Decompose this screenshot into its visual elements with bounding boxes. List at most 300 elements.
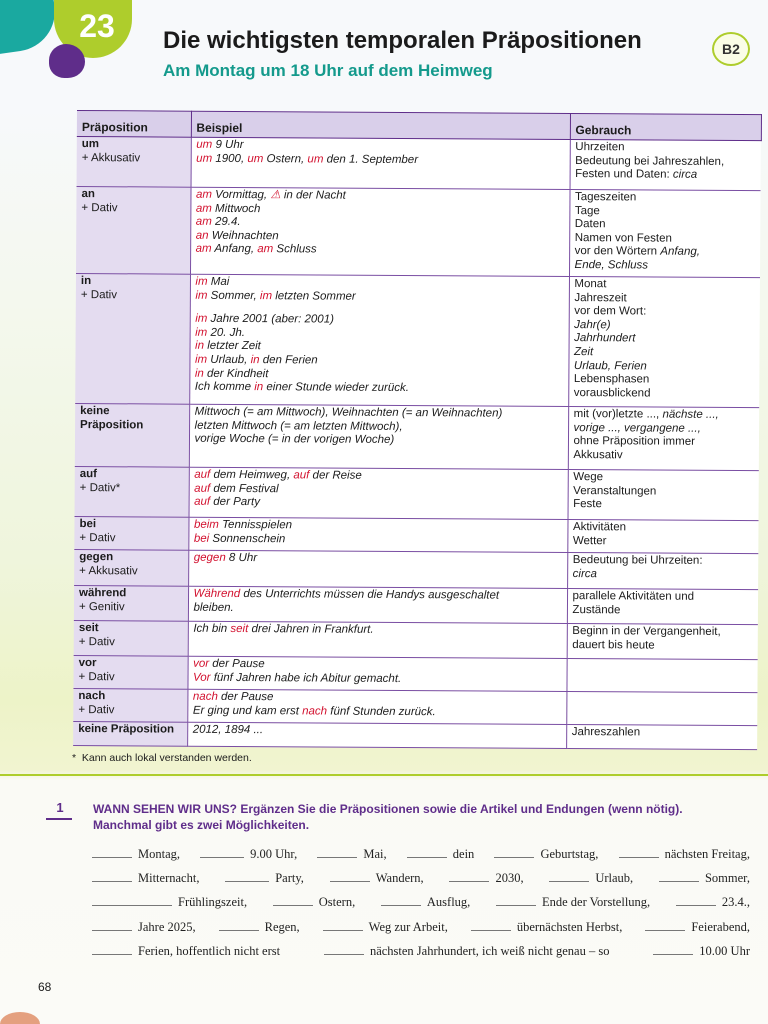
table-row: [74, 620, 758, 659]
fill-in-blank[interactable]: [449, 868, 489, 882]
preposition-highlight: um: [196, 138, 213, 151]
text-segment: den Ferien: [259, 354, 318, 367]
usage-line: [573, 568, 754, 583]
fill-in-blank[interactable]: [471, 917, 511, 931]
usage-line: [575, 259, 756, 274]
example-cell: [189, 404, 568, 469]
text-segment: letzten Mittwoch (= am letzten Mittwoch),: [194, 419, 403, 433]
example-cell: [189, 467, 568, 519]
usage-cell: [566, 659, 757, 693]
preposition-cell: [73, 688, 187, 722]
exercise-line: [92, 892, 752, 910]
preposition-highlight: gegen: [193, 551, 226, 564]
text-segment: Tennisspielen: [218, 518, 293, 532]
preposition-label: gegen: [79, 551, 114, 564]
fill-in-blank[interactable]: [407, 844, 447, 858]
text-segment: Vormittag,: [211, 188, 271, 202]
table-row: [75, 403, 759, 470]
exercise-word: Urlaub,: [595, 871, 634, 885]
text-segment: Zeit: [573, 346, 594, 359]
case-label: + Dativ*: [79, 481, 121, 494]
preposition-cell: [74, 620, 188, 656]
table-row: [74, 585, 758, 624]
exercise-word: Mitternacht,: [138, 871, 200, 885]
fill-in-blank[interactable]: [200, 844, 244, 858]
exercise-line: [92, 917, 752, 935]
usage-line: [574, 422, 755, 437]
text-segment: Urlaub, Ferien: [573, 359, 647, 373]
exercise-word: Regen,: [264, 920, 300, 934]
preposition-highlight: bei: [193, 532, 210, 545]
exercise-word: Party,: [275, 871, 304, 885]
text-segment: vorige ..., vergangene ...,: [573, 421, 701, 435]
table-row: [75, 273, 760, 407]
usage-line: [572, 590, 753, 605]
text-segment: den 1. September: [323, 153, 419, 166]
exercise-item: [645, 917, 752, 935]
text-segment: der Kindheit: [203, 367, 269, 380]
preposition-highlight: um: [247, 152, 264, 165]
exercise-word: nächsten Jahrhundert, ich weiß nicht genau – so: [369, 944, 610, 958]
fill-in-blank[interactable]: [323, 917, 363, 931]
fill-in-blank[interactable]: [92, 941, 132, 955]
exercise-word: dein: [452, 847, 475, 861]
exercise-item: [92, 917, 198, 935]
usage-line: [572, 726, 753, 741]
preposition-highlight: am: [195, 243, 212, 256]
text-segment: Tageszeiten: [574, 191, 637, 204]
text-segment: Beginn in der Vergangenheit,: [572, 625, 721, 638]
case-label: + Akkusativ: [79, 564, 138, 577]
text-segment: Mai: [207, 275, 230, 288]
text-segment: vorige Woche (= in der vorigen Woche): [194, 432, 395, 447]
exercise-item: [273, 892, 357, 910]
exercise-word: übernächsten Herbst,: [516, 920, 623, 934]
exercise-item: [653, 941, 752, 959]
text-segment: Ostern,: [263, 152, 308, 166]
text-segment: Feste: [573, 498, 602, 511]
example-line: [195, 381, 563, 397]
example-line: [194, 496, 562, 512]
usage-line: [575, 168, 756, 183]
text-segment: mit (vor)letzte ...,: [573, 408, 663, 421]
decorative-purple-dot: [49, 44, 85, 78]
preposition-highlight: in: [194, 367, 204, 380]
usage-line: [574, 319, 755, 334]
table-row: [74, 516, 758, 553]
preposition-highlight: am: [195, 202, 212, 215]
table-row: [74, 549, 758, 589]
text-segment: 9 Uhr: [212, 138, 244, 152]
footnote: * Kann auch lokal verstanden werden.: [72, 752, 252, 764]
text-segment: Daten: [574, 218, 606, 231]
exercise-word: Sommer,: [704, 871, 750, 885]
example-line: [195, 313, 563, 329]
text-segment: Zustände: [572, 603, 621, 616]
text-segment: Bedeutung bei Uhrzeiten:: [572, 554, 703, 567]
exercise-item: [92, 941, 282, 959]
exercise-word: 9.00 Uhr,: [250, 847, 298, 861]
exercise-item: [225, 868, 306, 886]
exercise-item: [92, 892, 249, 910]
text-segment: Festen und Daten:: [575, 168, 673, 181]
text-segment: der Party: [210, 496, 261, 509]
usage-line: [574, 387, 755, 402]
usage-line: [575, 232, 756, 247]
preposition-label: in: [80, 275, 92, 288]
preposition-highlight: beim: [193, 518, 219, 531]
text-segment: fünf Stunden zurück.: [327, 705, 436, 718]
example-line: [196, 152, 564, 168]
thumb: [0, 1012, 40, 1024]
text-segment: Mittwoch (= am Mittwoch), Weihnachten (= an Weihnachten): [194, 405, 503, 420]
fill-in-blank[interactable]: [645, 917, 685, 931]
text-segment: letzten Sommer: [272, 289, 356, 303]
level-badge: B2: [712, 32, 750, 66]
example-cell: [187, 722, 566, 748]
text-segment: circa: [572, 567, 597, 580]
usage-line: [574, 332, 755, 347]
exercise-instruction: WANN SEHEN WIR UNS? Ergänzen Sie die Präpositionen sowie die Artikel und Endungen (wenn nötig). Manchmal gibt es zwei Möglichkeiten.: [93, 802, 683, 832]
fill-in-blank[interactable]: [273, 892, 313, 906]
exercise-line: [92, 844, 752, 862]
text-segment: Akkusativ: [573, 448, 623, 462]
text-segment: Jahreszahlen: [571, 726, 641, 739]
preposition-label: um: [81, 138, 100, 151]
example-line: [193, 671, 561, 687]
usage-cell: [568, 277, 760, 408]
fill-in-blank[interactable]: [494, 844, 534, 858]
preposition-label: keine Präposition: [78, 723, 175, 736]
usage-cell: [570, 140, 761, 191]
preposition-cell: [74, 585, 188, 621]
exercise-item: [317, 844, 388, 862]
text-segment: einer Stunde wieder zurück.: [263, 381, 409, 395]
usage-line: [573, 485, 754, 500]
text-segment: parallele Aktivitäten und: [572, 590, 695, 603]
fill-in-blank[interactable]: [225, 868, 269, 882]
usage-line: [573, 435, 754, 450]
preposition-highlight: im: [195, 326, 208, 339]
preposition-label: nach: [78, 690, 106, 703]
text-segment: letzter Zeit: [203, 340, 261, 353]
header-example: Beispiel: [191, 111, 570, 139]
exercise-word: 10.00 Uhr: [699, 944, 750, 958]
preposition-highlight: nach: [192, 690, 218, 703]
preposition-highlight: im: [195, 289, 208, 302]
page-subtitle: Am Montag um 18 Uhr auf dem Heimweg: [163, 61, 493, 80]
section-divider: [0, 774, 768, 776]
text-segment: dem Heimweg,: [210, 468, 294, 482]
usage-line: [574, 360, 755, 375]
preposition-cell: [74, 549, 188, 586]
case-label: + Dativ: [79, 531, 116, 544]
text-segment: Wege: [573, 471, 604, 484]
text-segment: 8 Uhr: [225, 551, 258, 565]
text-segment: Urlaub,: [207, 353, 251, 367]
preposition-cell: [73, 655, 187, 689]
fill-in-blank[interactable]: [92, 844, 132, 858]
text-segment: Jahr(e): [574, 318, 611, 332]
text-segment: dem Festival: [210, 482, 279, 495]
exercise-line: [92, 868, 752, 886]
exercise-item: [323, 917, 450, 935]
example-line: [193, 724, 561, 740]
fill-in-blank[interactable]: [219, 917, 259, 931]
preposition-highlight: am: [257, 243, 274, 256]
text-segment: Sonnenschein: [209, 532, 286, 545]
usage-cell: [566, 692, 757, 726]
case-label: + Akkusativ: [81, 151, 141, 164]
fill-in-blank[interactable]: [381, 892, 421, 906]
preposition-highlight: auf: [194, 495, 211, 509]
table-row: [76, 186, 761, 277]
text-segment: Wetter: [572, 534, 607, 547]
example-line: [194, 588, 562, 604]
usage-cell: [567, 520, 758, 554]
text-segment: drei Jahren in Frankfurt.: [248, 623, 374, 636]
exercise-word: Ostern,: [318, 895, 356, 909]
exercise-item: [549, 868, 635, 886]
preposition-highlight: am: [195, 188, 213, 201]
case-label: + Dativ: [78, 670, 115, 683]
usage-line: [575, 218, 756, 233]
text-segment: Namen von Festen: [574, 231, 672, 245]
case-label: + Dativ: [80, 288, 118, 301]
text-segment: Er ging und kam erst: [192, 704, 303, 717]
exercise-word: Ferien, hoffentlich nicht erst: [138, 944, 281, 958]
preposition-cell: [75, 273, 190, 404]
preposition-highlight: in: [254, 381, 264, 394]
case-label: + Dativ: [81, 201, 118, 214]
preposition-highlight: ⚠: [270, 189, 281, 202]
preposition-highlight: in: [195, 340, 205, 353]
fill-in-blank[interactable]: [317, 844, 357, 858]
exercise-item: [619, 844, 752, 862]
exercise-item: [496, 892, 652, 910]
text-segment: der Pause: [217, 690, 274, 704]
example-line: [193, 601, 561, 617]
exercise-item: [92, 868, 201, 886]
usage-line: [573, 449, 754, 464]
fill-in-blank[interactable]: [324, 941, 364, 955]
text-segment: vorausblickend: [573, 386, 651, 400]
text-segment: Mittwoch: [211, 202, 261, 215]
usage-line: [573, 521, 754, 536]
exercise-item: [676, 892, 752, 910]
exercise-item: [324, 941, 612, 959]
preposition-highlight: an: [195, 229, 209, 242]
preposition-highlight: im: [195, 312, 208, 325]
exercise-word: Jahre 2025,: [138, 920, 196, 934]
text-segment: Uhrzeiten: [575, 141, 625, 154]
example-cell: [191, 137, 570, 189]
usage-line: [572, 604, 753, 619]
usage-cell: [568, 470, 759, 521]
text-segment: Ich komme: [194, 380, 255, 394]
text-segment: in der Nacht: [280, 189, 346, 202]
example-line: [193, 623, 561, 639]
preposition-highlight: im: [195, 275, 208, 288]
usage-cell: [567, 553, 758, 590]
text-segment: bleiben.: [193, 601, 234, 614]
usage-line: [574, 278, 755, 293]
fill-in-blank[interactable]: [653, 941, 693, 955]
grammar-table: [73, 110, 761, 750]
exercise-item: [330, 868, 426, 886]
fill-in-blank[interactable]: [496, 892, 536, 906]
text-segment: Jahrhundert: [574, 332, 636, 345]
exercise-item: [381, 892, 472, 910]
exercise-word: Frühlingszeit,: [178, 895, 248, 909]
text-segment: nächste ...,: [662, 408, 719, 421]
example-line: [194, 552, 562, 568]
example-cell: [189, 274, 569, 406]
text-segment: 29.4.: [211, 216, 241, 229]
preposition-label: vor: [78, 657, 97, 670]
preposition-label: bei: [79, 518, 97, 531]
preposition-label: auf: [79, 468, 98, 481]
table-row: [73, 688, 757, 725]
preposition-highlight: um: [196, 152, 213, 165]
example-line: [196, 202, 564, 218]
usage-cell: [568, 407, 759, 471]
fill-in-blank[interactable]: [92, 868, 132, 882]
text-segment: circa: [672, 168, 698, 181]
example-cell: [188, 586, 567, 623]
exercise-item: [449, 868, 525, 886]
exercise-word: Montag,: [138, 847, 181, 861]
preposition-highlight: am: [195, 215, 212, 229]
preposition-label: keine: [80, 405, 110, 418]
preposition-highlight: um: [307, 153, 324, 166]
usage-line: [575, 155, 756, 170]
case-label: + Dativ: [78, 703, 115, 716]
text-segment: der Reise: [309, 469, 362, 482]
decorative-teal-shape: [0, 0, 60, 54]
example-line: [194, 433, 562, 449]
usage-line: [574, 292, 755, 307]
text-segment: ohne Präposition immer: [573, 435, 695, 448]
fill-in-blank[interactable]: [549, 868, 589, 882]
text-segment: Lebensphasen: [573, 373, 650, 386]
usage-line: [573, 535, 754, 550]
footnote-text: Kann auch lokal verstanden werden.: [81, 752, 252, 764]
preposition-highlight: in: [250, 354, 260, 367]
page-title: Die wichtigsten temporalen Präpositionen: [163, 27, 642, 54]
header-preposition: Präposition: [77, 110, 191, 137]
table-row: [73, 721, 757, 749]
text-segment: 20. Jh.: [207, 326, 246, 339]
fill-in-blank[interactable]: [92, 892, 172, 906]
example-line: [194, 532, 562, 548]
exercise-word: Ausflug,: [426, 895, 471, 909]
text-segment: Jahreszeit: [574, 291, 627, 304]
text-segment: fünf Jahren habe ich Abitur gemacht.: [210, 671, 402, 685]
preposition-highlight: im: [194, 353, 208, 366]
example-cell: [190, 187, 570, 276]
usage-cell: [566, 725, 757, 750]
exercise-word: Mai,: [363, 847, 387, 861]
usage-line: [573, 471, 754, 486]
exercise-item: [92, 844, 182, 862]
fill-in-blank[interactable]: [619, 844, 659, 858]
fill-in-blank[interactable]: [330, 868, 370, 882]
preposition-highlight: auf: [194, 482, 211, 495]
preposition-cell: [75, 403, 189, 467]
preposition-highlight: auf: [194, 468, 211, 481]
text-segment: Ich bin: [193, 622, 231, 635]
usage-line: [574, 346, 755, 361]
fill-in-blank[interactable]: [676, 892, 716, 906]
text-segment: Veranstaltungen: [573, 484, 657, 498]
text-segment: Tage: [574, 204, 600, 217]
exercise-word: Weg zur Arbeit,: [368, 920, 448, 934]
usage-line: [572, 625, 753, 640]
exercise-word: Wandern,: [375, 871, 424, 885]
exercise-word: Feierabend,: [691, 920, 750, 934]
preposition-highlight: nach: [302, 704, 328, 718]
exercise-word: 2030,: [495, 871, 524, 885]
table-row: [77, 136, 761, 190]
text-segment: Anfang,: [211, 243, 258, 256]
exercise-item: [471, 917, 625, 935]
exercise-word: Ende der Vorstellung,: [541, 895, 651, 909]
exercise-number: 1: [56, 800, 64, 815]
example-cell: [187, 656, 566, 691]
text-segment: Schluss: [273, 243, 317, 256]
example-cell: [188, 621, 567, 658]
preposition-label: seit: [78, 622, 99, 635]
text-segment: 2012, 1894 ...: [192, 723, 264, 737]
preposition-cell: [74, 516, 188, 550]
case-label: + Genitiv: [78, 600, 125, 613]
text-segment: dauert bis heute: [572, 638, 655, 652]
preposition-label: an: [81, 188, 95, 201]
preposition-highlight: im: [259, 289, 273, 302]
text-segment: 1900,: [212, 152, 248, 165]
usage-cell: [567, 589, 758, 625]
text-segment: Aktivitäten: [572, 521, 627, 534]
preposition-label: während: [79, 587, 127, 600]
preposition-label: Präposition: [80, 418, 144, 432]
unit-number: 23: [79, 8, 115, 44]
example-line: [196, 243, 564, 259]
example-cell: [187, 689, 566, 724]
fill-in-blank[interactable]: [92, 917, 132, 931]
exercise-number-underline: [46, 818, 72, 820]
usage-line: [575, 205, 756, 220]
usage-line: [575, 141, 756, 156]
exercise-item: [494, 844, 600, 862]
usage-line: [574, 305, 755, 320]
exercise-item: [407, 844, 477, 862]
exercise-item: [200, 844, 299, 862]
usage-line: [575, 191, 756, 206]
fill-in-blank[interactable]: [659, 868, 699, 882]
preposition-highlight: auf: [293, 469, 310, 482]
text-segment: Monat: [574, 278, 607, 291]
preposition-highlight: vor: [193, 657, 210, 670]
text-segment: vor den Wörtern: [574, 245, 661, 258]
case-label: + Dativ: [78, 635, 115, 648]
text-segment: Bedeutung bei Jahreszahlen,: [575, 154, 725, 168]
exercise-line: [92, 941, 752, 959]
table-row: [75, 466, 759, 520]
exercise-word: nächsten Freitag,: [664, 847, 750, 861]
text-segment: Anfang,: [660, 245, 700, 259]
preposition-highlight: Während: [193, 587, 241, 601]
